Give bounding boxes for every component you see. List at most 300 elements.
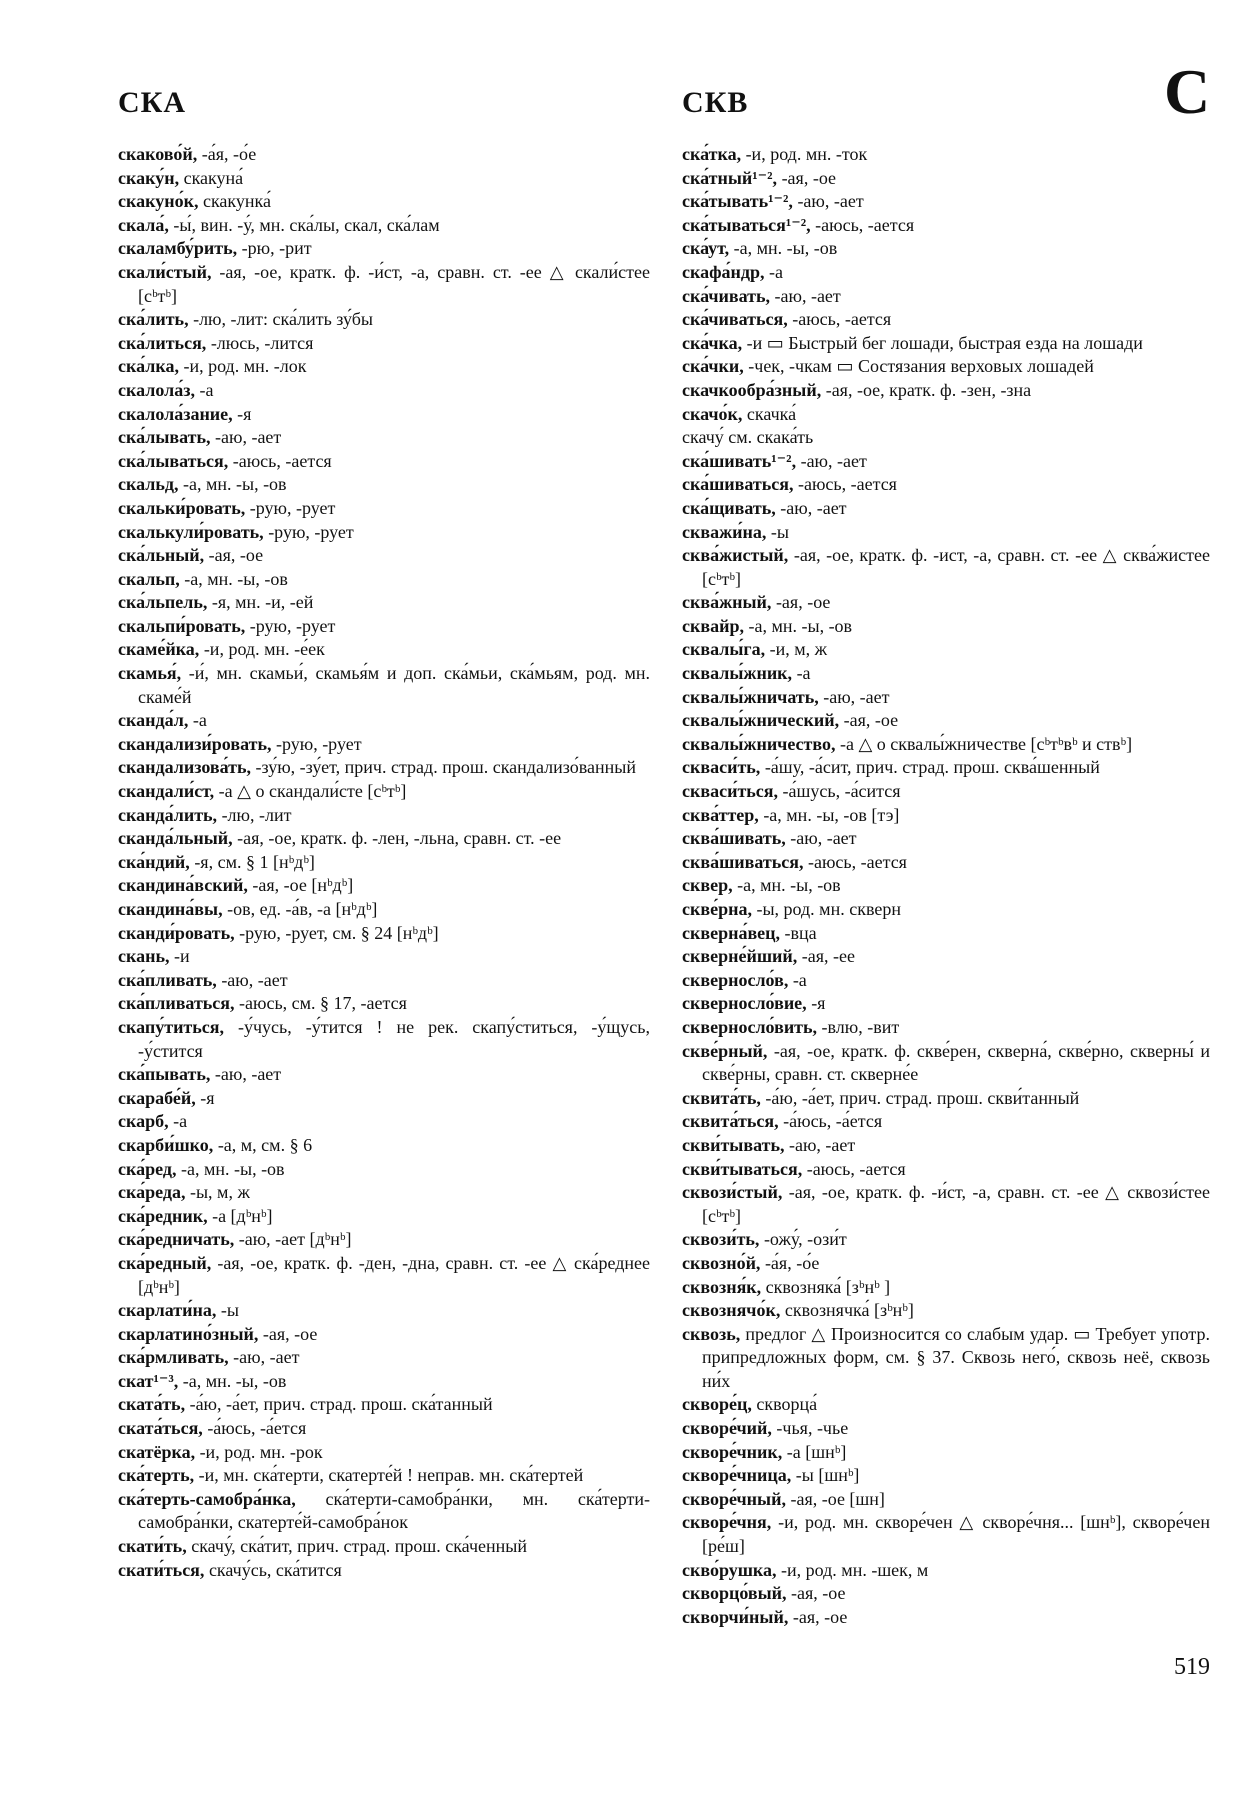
entry-headword: ска́реда, xyxy=(118,1182,186,1203)
entry-headword: сква́шивать, xyxy=(682,828,786,849)
entry-headword: ска́льный, xyxy=(118,545,205,566)
dictionary-entry xyxy=(682,143,1210,167)
entry-headword: скальп, xyxy=(118,568,180,589)
dictionary-entry xyxy=(682,1040,1210,1087)
entry-headword: ска́лка, xyxy=(118,356,179,377)
entry-headword: ска́чивать, xyxy=(682,285,771,306)
dictionary-entry xyxy=(682,1110,1210,1134)
entry-headword: сквайр, xyxy=(682,615,744,636)
entry-headword: ска́тка, xyxy=(682,144,742,164)
entry-grammar: -а xyxy=(194,379,214,400)
dictionary-entry xyxy=(118,662,650,709)
dictionary-entry xyxy=(118,1252,650,1299)
entry-grammar: скворца́ xyxy=(751,1394,818,1415)
entry-grammar: -и ▭ Быстрый бег лошади, быстрая езда на лошади xyxy=(742,332,1143,353)
entry-headword: скандализи́ровать, xyxy=(118,733,272,754)
entry-grammar: -а [шнᵇ] xyxy=(782,1441,847,1462)
dictionary-entry xyxy=(682,1488,1210,1512)
entry-headword: скворе́чий, xyxy=(682,1418,772,1439)
entry-grammar: -а, м, см. § 6 xyxy=(213,1134,313,1155)
entry-grammar: скачу́сь, ска́тится xyxy=(204,1559,342,1580)
entry-grammar: -ая, -ое, кратк. ф. -и́ст, -а, сравн. ст. -ее △ скали́стее [сᵇтᵇ] xyxy=(138,261,650,306)
dictionary-entry xyxy=(682,804,1210,828)
entry-headword: скала́, xyxy=(118,214,169,235)
entry-grammar: -лю, -лит xyxy=(217,804,292,825)
entry-headword: скакуно́к, xyxy=(118,191,199,212)
dictionary-entry xyxy=(682,638,1210,662)
dictionary-entry xyxy=(118,591,650,615)
entry-headword: сквалы́жничать, xyxy=(682,686,819,707)
entry-grammar: -аю, -ает xyxy=(796,450,867,471)
dictionary-entry xyxy=(118,332,650,356)
entry-grammar: -люсь, -лится xyxy=(206,332,314,353)
entry-grammar: сквозняка́ [зᵇнᵇ ] xyxy=(761,1276,891,1297)
dictionary-entry xyxy=(118,521,650,545)
dictionary-entry xyxy=(682,332,1210,356)
entry-grammar: скакуна́ xyxy=(179,167,244,188)
entry-headword: сквози́стый, xyxy=(682,1182,783,1203)
entry-grammar: -а́шу, -а́сит, прич. страд. прош. сква́шенный xyxy=(760,757,1100,778)
entry-headword: ската́ть, xyxy=(118,1394,186,1415)
entry-grammar: -аю, -ает xyxy=(216,969,288,990)
dictionary-entry xyxy=(682,1181,1210,1228)
entry-grammar: -ая, -ое [шн] xyxy=(785,1488,885,1509)
entry-headword: ска́редник, xyxy=(118,1205,208,1226)
dictionary-entry xyxy=(118,473,650,497)
dictionary-entry xyxy=(118,638,650,662)
entry-headword: сквози́ть, xyxy=(682,1229,760,1250)
entry-headword: скверне́йший, xyxy=(682,946,798,967)
entry-grammar: -и, м, ж xyxy=(765,639,828,660)
entry-grammar: -а́юсь, -а́ется xyxy=(202,1418,307,1439)
entry-grammar: скачу́ см. скака́ть xyxy=(682,427,814,448)
entry-headword: ска́тывать¹⁻², xyxy=(682,191,793,212)
entry-headword: ска́шиваться, xyxy=(682,474,794,495)
entry-grammar: -а xyxy=(168,1111,188,1132)
entry-grammar: -ая, -ое xyxy=(788,1606,848,1627)
entry-grammar: -аю, -ает xyxy=(770,285,841,306)
dictionary-entry xyxy=(118,237,650,261)
entry-grammar: -я, см. § 1 [нᵇдᵇ] xyxy=(189,851,315,872)
entry-headword: скво́рушка, xyxy=(682,1559,777,1580)
dictionary-entry xyxy=(118,1228,650,1252)
entry-grammar: -аю, -ает xyxy=(785,828,857,849)
entry-headword: сквер, xyxy=(682,875,733,896)
entry-grammar: -влю, -вит xyxy=(817,1016,900,1037)
dictionary-entry xyxy=(682,874,1210,898)
entry-headword: ска́чиваться, xyxy=(682,309,788,330)
entry-grammar: -рую, -рует xyxy=(245,615,336,636)
entry-grammar: -ы xyxy=(766,521,789,542)
dictionary-entry xyxy=(682,285,1210,309)
entry-grammar: -аю, -ает xyxy=(818,686,890,707)
entry-headword: скарб, xyxy=(118,1111,169,1132)
dictionary-entry xyxy=(682,261,1210,285)
entry-headword: скат¹⁻³, xyxy=(118,1370,179,1391)
entry-headword: скалола́з, xyxy=(118,379,195,400)
entry-headword: скалола́зание, xyxy=(118,403,233,424)
entry-grammar: -а́ю, -а́ет, прич. страд. прош. скви́танный xyxy=(760,1087,1080,1108)
entry-grammar: -ая, -ое, кратк. ф. скве́рен, скверна́, скве́рно, скверны́ и скве́рны, сравн. ст. скверне́е xyxy=(702,1040,1210,1085)
entry-grammar: -а, мн. -ы, -ов xyxy=(179,568,288,589)
entry-headword: сква́жистый, xyxy=(682,545,789,566)
dictionary-entry xyxy=(682,1016,1210,1040)
dictionary-entry xyxy=(118,1181,650,1205)
entry-headword: сквита́ться, xyxy=(682,1111,779,1132)
dictionary-entry xyxy=(682,1441,1210,1465)
entry-grammar: -ы, род. мн. скверн xyxy=(751,899,901,919)
dictionary-entry xyxy=(682,1158,1210,1182)
dictionary-entry xyxy=(682,780,1210,804)
dictionary-entry xyxy=(118,143,650,167)
entry-headword: скаламбу́рить, xyxy=(118,238,238,259)
entry-headword: ска́пливаться, xyxy=(118,993,235,1014)
entry-headword: скальпи́ровать, xyxy=(118,615,246,636)
running-head-left: СКА xyxy=(118,86,187,119)
entry-headword: скань, xyxy=(118,946,170,967)
dictionary-entry xyxy=(682,1252,1210,1276)
entry-grammar: -ая, -ое xyxy=(258,1323,318,1344)
entry-grammar: скачу́, ска́тит, прич. страд. прош. ска́ченный xyxy=(186,1536,527,1557)
entry-headword: сканда́лить, xyxy=(118,804,218,825)
entry-grammar: скакунка́ xyxy=(198,191,271,212)
entry-headword: скваси́ть, xyxy=(682,757,761,778)
entry-headword: скарабе́й, xyxy=(118,1087,196,1108)
entry-grammar: -чек, -чкам ▭ Состязания верховых лошадей xyxy=(743,356,1094,377)
dictionary-entry xyxy=(118,450,650,474)
entry-grammar: -и, род. мн. скворе́чен △ скворе́чня... [шнᵇ], скворе́чен [ре́ш] xyxy=(702,1512,1210,1557)
entry-headword: скви́тываться, xyxy=(682,1158,803,1179)
dictionary-entry xyxy=(118,851,650,875)
entry-headword: сква́шиваться, xyxy=(682,851,804,872)
entry-grammar: -аюсь, -ается xyxy=(802,1158,906,1179)
entry-grammar: -ая, -ое, кратк. ф. -и́ст, -а, сравн. ст. -ее △ сквози́стее [сᵇтᵇ] xyxy=(702,1182,1210,1226)
dictionary-entry xyxy=(118,804,650,828)
entry-grammar: -а [дᵇнᵇ] xyxy=(207,1205,273,1226)
dictionary-entry xyxy=(682,214,1210,238)
entry-grammar: предлог △ Произносится со слабым удар. ▭ Требует употр. припредложных форм, см. § 37. Сквозь него́, сквозь неё, сквозь ни́х xyxy=(702,1323,1210,1391)
page-number: 519 xyxy=(1174,1654,1210,1680)
entry-headword: скворчи́ный, xyxy=(682,1606,789,1627)
entry-headword: ска́тываться¹⁻², xyxy=(682,214,811,235)
dictionary-entry xyxy=(682,1511,1210,1558)
dictionary-entry xyxy=(118,379,650,403)
entry-headword: скверносло́вие, xyxy=(682,993,807,1014)
entry-grammar: -аюсь, -ается xyxy=(810,214,915,235)
entry-headword: скачо́к, xyxy=(682,403,743,424)
dictionary-entry xyxy=(118,355,650,379)
entry-grammar: -рую, -рует, см. § 24 [нᵇдᵇ] xyxy=(234,922,439,943)
entry-grammar: -я xyxy=(195,1087,215,1108)
entry-grammar: ска́терти-самобра́нки, мн. ска́терти-самобра́нки, скатерте́й-самобра́нок xyxy=(138,1488,650,1533)
entry-grammar: -аю, -ает xyxy=(784,1134,856,1155)
dictionary-entry xyxy=(118,1158,650,1182)
entry-grammar: -а, мн. -ы, -ов xyxy=(743,615,853,636)
entry-headword: скарлати́на, xyxy=(118,1300,217,1321)
entry-grammar: -рую, -рует xyxy=(245,497,336,518)
entry-headword: скверна́вец, xyxy=(682,922,781,943)
dictionary-entry xyxy=(118,1393,650,1417)
entry-headword: скандали́ст, xyxy=(118,781,215,802)
entry-headword: ска́ндий, xyxy=(118,851,190,872)
entry-headword: ска́щивать, xyxy=(682,497,776,518)
dictionary-entry xyxy=(682,1134,1210,1158)
dictionary-entry xyxy=(682,497,1210,521)
entry-grammar: -а xyxy=(792,663,811,684)
dictionary-entry xyxy=(682,167,1210,191)
entry-grammar: -а xyxy=(188,710,207,731)
dictionary-entry xyxy=(682,1464,1210,1488)
entry-grammar: -а △ о сквалы́жничестве [сᵇтᵇвᵇ и ствᵇ] xyxy=(835,733,1133,754)
entry-grammar: -аюсь, -ается xyxy=(228,450,332,471)
entry-grammar: -ая, -ое, кратк. ф. -ден, -дна, сравн. ст. -ее △ ска́реднее [дᵇнᵇ] xyxy=(138,1252,650,1297)
entry-grammar: -аюсь, см. § 17, -ается xyxy=(234,993,407,1014)
entry-headword: сканда́л, xyxy=(118,710,189,731)
entry-grammar: -ы́, вин. -у́, мн. ска́лы, скал, ска́лам xyxy=(168,214,440,235)
dictionary-entry xyxy=(682,1582,1210,1606)
dictionary-entry xyxy=(118,1205,650,1229)
entry-grammar: -а, мн. -ы, -ов xyxy=(729,238,838,259)
dictionary-entry xyxy=(682,426,1210,450)
entry-headword: скарлатино́зный, xyxy=(118,1323,259,1344)
dictionary-entry xyxy=(682,308,1210,332)
entry-headword: сквознячо́к, xyxy=(682,1300,781,1321)
dictionary-entry xyxy=(682,945,1210,969)
entry-grammar: -аю, -ает xyxy=(228,1347,300,1368)
dictionary-entry xyxy=(118,214,650,238)
dictionary-entry xyxy=(118,1323,650,1347)
entry-headword: скверносло́вить, xyxy=(682,1016,818,1037)
entry-grammar: -и, род. мн. -лок xyxy=(178,356,307,377)
entry-headword: сквалы́жничество, xyxy=(682,733,836,754)
entry-headword: скальд, xyxy=(118,474,179,495)
entry-headword: скворе́чня, xyxy=(682,1512,772,1533)
dictionary-entry xyxy=(682,662,1210,686)
entry-headword: ска́пливать, xyxy=(118,969,217,990)
entry-headword: ска́лываться, xyxy=(118,450,229,471)
entry-headword: сква́жный, xyxy=(682,592,772,613)
dictionary-entry xyxy=(118,945,650,969)
dictionary-entry xyxy=(682,1087,1210,1111)
entry-grammar: -рю, -рит xyxy=(237,238,312,259)
dictionary-entry xyxy=(118,709,650,733)
dictionary-entry xyxy=(118,1110,650,1134)
entry-headword: сквалы́жнический, xyxy=(682,710,840,731)
entry-headword: сквозня́к, xyxy=(682,1276,762,1297)
entry-headword: ска́редный, xyxy=(118,1252,212,1273)
entry-headword: ска́ред, xyxy=(118,1158,177,1179)
dictionary-entry xyxy=(682,1393,1210,1417)
dictionary-entry xyxy=(118,544,650,568)
entry-headword: скати́ть, xyxy=(118,1536,187,1557)
entry-grammar: -у́чусь, -у́тится ! не рек. скапу́ститься, -у́щусь, -у́стится xyxy=(138,1016,650,1061)
entry-grammar: -ов, ед. -а́в, -а [нᵇдᵇ] xyxy=(222,899,378,919)
entry-headword: скалькули́ровать, xyxy=(118,521,264,542)
entry-grammar: -а́юсь, -а́ется xyxy=(778,1111,883,1132)
dictionary-entry xyxy=(118,898,650,922)
dictionary-entry xyxy=(118,1441,650,1465)
entry-grammar: -аю, -ает xyxy=(792,191,864,212)
dictionary-entry xyxy=(682,898,1210,922)
entry-grammar: -зу́ю, -зу́ет, прич. страд. прош. скандализо́ванный xyxy=(251,757,636,778)
entry-grammar: -аю, -ает xyxy=(210,1064,282,1085)
entry-headword: ска́чка, xyxy=(682,332,743,353)
entry-headword: скверносло́в, xyxy=(682,969,789,990)
entry-grammar: -ая, -ое xyxy=(771,592,831,613)
entry-headword: скворе́чный, xyxy=(682,1488,786,1509)
entry-headword: ска́литься, xyxy=(118,332,207,353)
entry-headword: ска́терть-самобра́нка, xyxy=(118,1488,296,1509)
dictionary-entry xyxy=(682,851,1210,875)
dictionary-entry xyxy=(682,992,1210,1016)
dictionary-entry xyxy=(118,1087,650,1111)
dictionary-entry xyxy=(682,1606,1210,1630)
entry-grammar: сквознячка́ [зᵇнᵇ] xyxy=(780,1300,914,1321)
entry-grammar: -ы, м, ж xyxy=(185,1182,250,1203)
dictionary-entry xyxy=(682,190,1210,214)
dictionary-entry xyxy=(118,874,650,898)
dictionary-entry xyxy=(118,1464,650,1488)
dictionary-entry xyxy=(682,237,1210,261)
entry-headword: ска́рмливать, xyxy=(118,1347,229,1368)
entry-headword: скачкообра́зный, xyxy=(682,379,822,400)
dictionary-entry xyxy=(118,922,650,946)
entry-grammar: -а xyxy=(764,261,784,282)
dictionary-entry xyxy=(682,733,1210,757)
entry-grammar: -а, мн. -ы, -ов xyxy=(178,474,287,495)
entry-grammar: -ы [шнᵇ] xyxy=(791,1465,860,1486)
entry-headword: ска́шивать¹⁻², xyxy=(682,450,797,471)
entry-grammar: -а △ о скандали́сте [сᵇтᵇ] xyxy=(214,781,407,802)
entry-grammar: -ая, -ое [нᵇдᵇ] xyxy=(247,875,354,896)
entry-headword: скважи́на, xyxy=(682,521,767,542)
entry-grammar: -ая, -ое, кратк. ф. -ист, -а, сравн. ст. -ее △ сква́жистее [сᵇтᵇ] xyxy=(702,545,1210,589)
dictionary-entry xyxy=(118,756,650,780)
dictionary-entry xyxy=(682,1417,1210,1441)
entry-grammar: -и, мн. ска́терти, скатерте́й ! неправ. мн. ска́тертей xyxy=(194,1465,584,1486)
entry-grammar: -а, мн. -ы, -ов [тэ] xyxy=(758,804,900,825)
dictionary-entry xyxy=(118,615,650,639)
entry-grammar: -и, род. мн. -шек, м xyxy=(776,1559,929,1580)
dictionary-entry xyxy=(118,167,650,191)
dictionary-entry xyxy=(682,521,1210,545)
entry-headword: сканди́ровать, xyxy=(118,922,235,943)
dictionary-entry xyxy=(682,1299,1210,1323)
dictionary-entry xyxy=(118,261,650,308)
entry-grammar: -аюсь, -ается xyxy=(803,851,907,872)
entry-grammar: -ая, -ое xyxy=(839,710,899,731)
dictionary-entry xyxy=(682,355,1210,379)
entry-headword: ска́льпель, xyxy=(118,592,208,613)
dictionary-entry xyxy=(118,1559,650,1583)
entry-grammar: -ая, -ое, кратк. ф. -зен, -зна xyxy=(821,379,1032,400)
entry-headword: ска́чки, xyxy=(682,356,744,377)
entry-grammar: -я xyxy=(806,993,826,1014)
entry-grammar: -ая, -ое, кратк. ф. -лен, -льна, сравн. ст. -ее xyxy=(232,828,562,849)
dictionary-entry xyxy=(682,591,1210,615)
entry-grammar: -ая, -ое xyxy=(777,167,837,188)
entry-headword: скаково́й, xyxy=(118,144,198,164)
entry-grammar: -я xyxy=(232,403,252,424)
entry-headword: скаку́н, xyxy=(118,167,180,188)
entry-headword: ската́ться, xyxy=(118,1418,203,1439)
entry-grammar: -а xyxy=(788,969,807,990)
entry-grammar: -чья, -чье xyxy=(771,1418,849,1439)
dictionary-entry xyxy=(118,1299,650,1323)
entry-headword: скаме́йка, xyxy=(118,639,200,660)
entry-headword: скандализова́ть, xyxy=(118,757,251,778)
entry-headword: скворе́чница, xyxy=(682,1465,792,1486)
entry-headword: скальки́ровать, xyxy=(118,497,246,518)
entry-headword: скворцо́вый, xyxy=(682,1583,787,1604)
entry-grammar: -аюсь, -ается xyxy=(793,474,897,495)
entry-grammar: -вца xyxy=(780,922,817,943)
dictionary-entry xyxy=(118,190,650,214)
dictionary-entry xyxy=(118,1488,650,1535)
dictionary-entry xyxy=(118,403,650,427)
dictionary-entry xyxy=(682,1228,1210,1252)
section-letter: С xyxy=(1164,56,1211,127)
dictionary-entry xyxy=(118,1346,650,1370)
entry-headword: скворе́ц, xyxy=(682,1394,752,1415)
entry-grammar: -и, род. мн. -ток xyxy=(741,144,868,164)
dictionary-entry xyxy=(118,969,650,993)
entry-headword: ска́редничать, xyxy=(118,1229,235,1250)
entry-grammar: -аю, -ает [дᵇнᵇ] xyxy=(234,1229,352,1250)
entry-headword: скви́тывать, xyxy=(682,1134,785,1155)
dictionary-entry xyxy=(682,922,1210,946)
entry-grammar: -ая, -ое xyxy=(786,1583,846,1604)
entry-grammar: -лю, -лит: ска́лить зу́бы xyxy=(188,309,374,330)
dictionary-entry xyxy=(118,1063,650,1087)
dictionary-entry xyxy=(118,426,650,450)
entry-headword: скарби́шко, xyxy=(118,1134,214,1155)
dictionary-entry xyxy=(682,686,1210,710)
dictionary-entry xyxy=(118,1134,650,1158)
entry-headword: скворе́чник, xyxy=(682,1441,783,1462)
entry-grammar: -и, род. мн. -е́ек xyxy=(199,639,325,660)
entry-headword: скве́рна, xyxy=(682,899,752,919)
entry-headword: ска́лить, xyxy=(118,309,189,330)
entry-grammar: -а́я, -о́е xyxy=(197,144,257,164)
left-column xyxy=(118,143,650,1582)
entry-headword: ска́ут, xyxy=(682,238,730,259)
dictionary-entry xyxy=(682,1559,1210,1583)
entry-grammar: -рую, -рует xyxy=(271,733,362,754)
dictionary-entry xyxy=(682,1276,1210,1300)
entry-grammar: -а́ю, -а́ет, прич. страд. прош. ска́танный xyxy=(185,1394,493,1415)
entry-headword: скандина́вский, xyxy=(118,875,248,896)
entry-grammar: -рую, -рует xyxy=(263,521,354,542)
entry-headword: скандина́вы, xyxy=(118,899,223,919)
dictionary-entry xyxy=(118,827,650,851)
entry-headword: сквита́ть, xyxy=(682,1087,761,1108)
entry-headword: скамья́, xyxy=(118,663,182,684)
dictionary-entry xyxy=(682,403,1210,427)
entry-grammar: -ожу́, -ози́т xyxy=(759,1229,847,1250)
right-column xyxy=(682,143,1210,1629)
entry-headword: скафа́ндр, xyxy=(682,261,765,282)
entry-headword: сква́ттер, xyxy=(682,804,759,825)
dictionary-entry xyxy=(118,1417,650,1441)
entry-headword: сканда́льный, xyxy=(118,828,233,849)
entry-grammar: -и, род. мн. -рок xyxy=(195,1441,323,1462)
dictionary-entry xyxy=(682,827,1210,851)
entry-grammar: -а́я, -о́е xyxy=(760,1252,820,1273)
dictionary-entry xyxy=(118,497,650,521)
dictionary-entry xyxy=(118,1016,650,1063)
dictionary-entry xyxy=(682,756,1210,780)
